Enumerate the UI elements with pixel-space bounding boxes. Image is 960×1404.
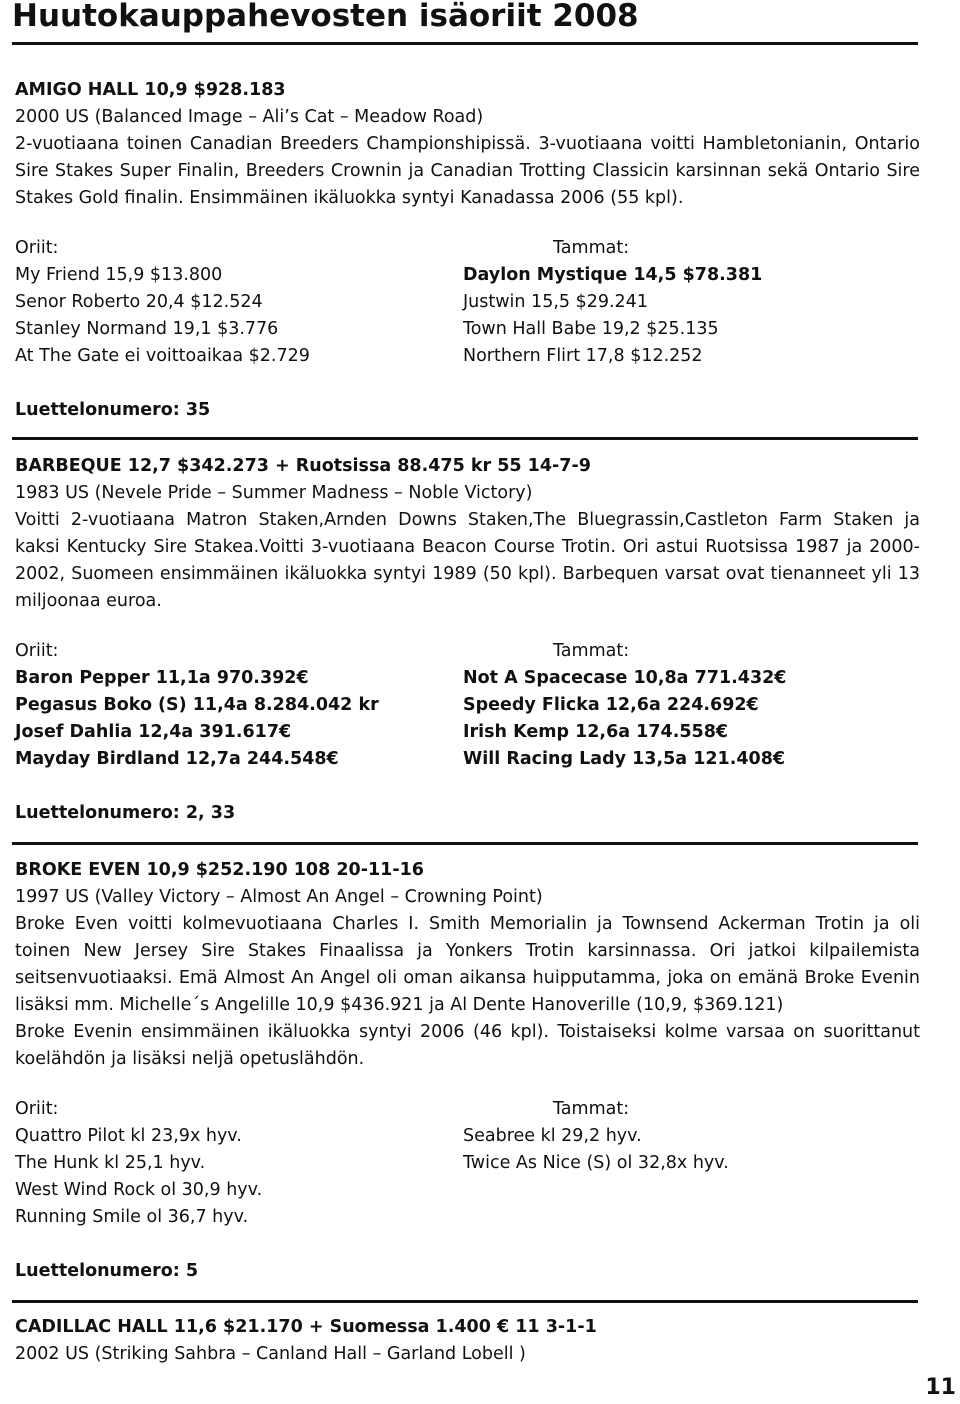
offspring-item: Stanley Normand 19,1 $3.776 [15, 319, 279, 339]
divider [12, 42, 918, 45]
catalogue-number: Luettelonumero: 35 [15, 400, 211, 420]
stallion-entry-cadillac-hall [15, 1314, 920, 1368]
entry-description: 2-vuotiaana toinen Canadian Breeders Championshipissä. 3-vuotiaana voitti Hambletonianin, Ontario Sire Stakes Super Finalin, Breeders Crownin ja Canadian Trotting Classicin karsinnan sekä Ontario Sire Stakes Gold finalin. Ensimmäinen ikäluokka syntyi Kanadassa 2006 (55 kpl). [15, 134, 920, 208]
offspring-item: Josef Dahlia 12,4a 391.617€ [15, 722, 292, 742]
offspring-item: Senor Roberto 20,4 $12.524 [15, 292, 263, 312]
offspring-item: Irish Kemp 12,6a 174.558€ [463, 722, 729, 742]
stallions-label: Oriit: [15, 641, 59, 661]
entry-heading: AMIGO HALL 10,9 $928.183 [15, 80, 286, 100]
offspring-item: Pegasus Boko (S) 11,4a 8.284.042 kr [15, 695, 379, 715]
entry-heading: BROKE EVEN 10,9 $252.190 108 20-11-16 [15, 860, 424, 880]
offspring-item: Twice As Nice (S) ol 32,8x hyv. [463, 1153, 729, 1173]
offspring-item: West Wind Rock ol 30,9 hyv. [15, 1180, 263, 1200]
offspring-item: The Hunk kl 25,1 hyv. [15, 1153, 206, 1173]
offspring-item: Justwin 15,5 $29.241 [463, 292, 648, 312]
divider [12, 842, 918, 845]
stallions-label: Oriit: [15, 238, 59, 258]
entry-pedigree: 1983 US (Nevele Pride – Summer Madness – Noble Victory) [15, 483, 533, 503]
offspring-item: Baron Pepper 11,1a 970.392€ [15, 668, 309, 688]
offspring-item: Daylon Mystique 14,5 $78.381 [463, 265, 763, 285]
stallion-entry-broke-even [15, 857, 920, 1285]
mares-label: Tammat: [553, 641, 630, 661]
mares-column [463, 1096, 729, 1177]
offspring-columns [15, 235, 920, 370]
offspring-item: Mayday Birdland 12,7a 244.548€ [15, 749, 339, 769]
offspring-item: My Friend 15,9 $13.800 [15, 265, 223, 285]
offspring-item: At The Gate ei voittoaikaa $2.729 [15, 346, 310, 366]
stallions-column [15, 235, 463, 370]
offspring-item: Not A Spacecase 10,8a 771.432€ [463, 668, 787, 688]
page-title: Huutokauppahevosten isäoriit 2008 [12, 0, 639, 34]
offspring-columns [15, 638, 920, 773]
offspring-item: Northern Flirt 17,8 $12.252 [463, 346, 703, 366]
mares-label: Tammat: [553, 1099, 630, 1119]
offspring-columns [15, 1096, 920, 1231]
mares-label: Tammat: [553, 238, 630, 258]
offspring-item: Quattro Pilot kl 23,9x hyv. [15, 1126, 242, 1146]
stallion-entry-amigo-hall [15, 77, 920, 424]
page-number: 11 [925, 1375, 956, 1400]
offspring-item: Seabree kl 29,2 hyv. [463, 1126, 642, 1146]
offspring-item: Will Racing Lady 13,5a 121.408€ [463, 749, 786, 769]
divider [12, 1300, 918, 1303]
stallions-column [15, 1096, 463, 1231]
mares-column [463, 235, 762, 370]
entry-pedigree: 1997 US (Valley Victory – Almost An Angel – Crowning Point) [15, 887, 543, 907]
stallion-entry-barbeque [15, 453, 920, 827]
stallions-column [15, 638, 463, 773]
mares-column [463, 638, 786, 773]
entry-description: Voitti 2-vuotiaana Matron Staken,Arnden Downs Staken,The Bluegrassin,Castleton Farm Staken ja kaksi Kentucky Sire Stakea.Voitti 3-vuotiaana Beacon Course Trotin. Ori astui Ruotsissa 1987 ja 2000-2002, Suomeen ensimmäinen ikäluokka syntyi 1989 (50 kpl). Barbequen varsat ovat tienanneet yli 13 miljoonaa euroa. [15, 510, 920, 611]
offspring-item: Speedy Flicka 12,6a 224.692€ [463, 695, 759, 715]
entry-heading: CADILLAC HALL 11,6 $21.170 + Suomessa 1.400 € 11 3-1-1 [15, 1317, 597, 1337]
stallions-label: Oriit: [15, 1099, 59, 1119]
entry-description-continued: Broke Evenin ensimmäinen ikäluokka syntyi 2006 (46 kpl). Toistaiseksi kolme varsaa on suorittanut koelähdön ja lisäksi neljä opetuslähdön. [15, 1022, 920, 1069]
entry-pedigree: 2000 US (Balanced Image – Ali’s Cat – Meadow Road) [15, 107, 484, 127]
catalogue-number: Luettelonumero: 5 [15, 1261, 199, 1281]
catalogue-number: Luettelonumero: 2, 33 [15, 803, 236, 823]
divider [12, 437, 918, 440]
entry-pedigree: 2002 US (Striking Sahbra – Canland Hall – Garland Lobell ) [15, 1344, 526, 1364]
offspring-item: Town Hall Babe 19,2 $25.135 [463, 319, 719, 339]
entry-description: Broke Even voitti kolmevuotiaana Charles I. Smith Memorialin ja Townsend Ackerman Trotin ja oli toinen New Jersey Sire Stakes Finaalissa ja Yonkers Trotin karsinnassa. Ori jatkoi kilpailemista seitsenvuotiaaksi. Emä Almost An Angel oli oman aikansa huipputamma, joka on emänä Broke Evenin lisäksi mm. Michelle´s Angelille 10,9 $436.921 ja Al Dente Hanoverille (10,9, $369.121) [15, 914, 920, 1015]
entry-heading: BARBEQUE 12,7 $342.273 + Ruotsissa 88.475 kr 55 14-7-9 [15, 456, 591, 476]
offspring-item: Running Smile ol 36,7 hyv. [15, 1207, 249, 1227]
